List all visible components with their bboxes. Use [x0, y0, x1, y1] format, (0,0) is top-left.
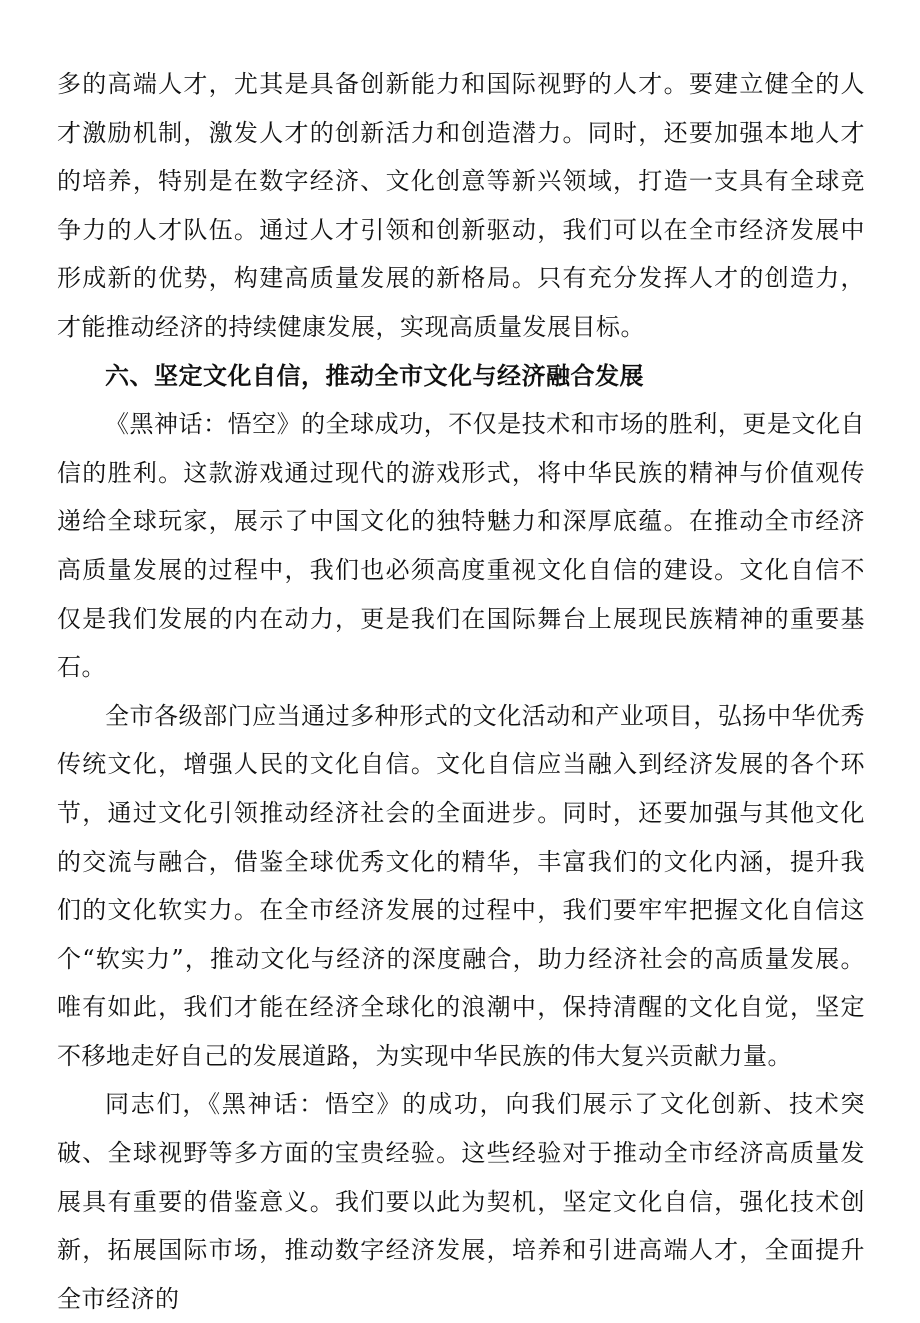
- paragraph-culture-promotion: 全市各级部门应当通过多种形式的文化活动和产业项目，弘扬中华优秀传统文化，增强人民的文化自信。文化自信应当融入到经济发展的各个环节，通过文化引领推动经济社会的全面进步。同时，还要加强与其他文化的交流与融合，借鉴全球优秀文化的精华，丰富我们的文化内涵，提升我们的文化软实力。在全市经济发展的过程中，我们要牢牢把握文化自信这个“软实力”，推动文化与经济的深度融合，助力经济社会的高质量发展。唯有如此，我们才能在经济全球化的浪潮中，保持清醒的文化自觉，坚定不移地走好自己的发展道路，为实现中华民族的伟大复兴贡献力量。: [57, 701, 865, 1070]
- paragraph-talent-continuation: 多的高端人才，尤其是具备创新能力和国际视野的人才。要建立健全的人才激励机制，激发人才的创新活力和创造潜力。同时，还要加强本地人才的培养，特别是在数字经济、文化创意等新兴领域，打造一支具有全球竞争力的人才队伍。通过人才引领和创新驱动，我们可以在全市经济发展中形成新的优势，构建高质量发展的新格局。只有充分发挥人才的创造力，才能推动经济的持续健康发展，实现高质量发展目标。: [57, 70, 865, 341]
- paragraph-black-myth-success: 《黑神话：悟空》的全球成功，不仅是技术和市场的胜利，更是文化自信的胜利。这款游戏通过现代的游戏形式，将中华民族的精神与价值观传递给全球玩家，展示了中国文化的独特魅力和深厚底蕴。在推动全市经济高质量发展的过程中，我们也必须高度重视文化自信的建设。文化自信不仅是我们发展的内在动力，更是我们在国际舞台上展现民族精神的重要基石。: [57, 410, 865, 682]
- document-page: [57, 60, 865, 1323]
- paragraph-conclusion: 同志们，《黑神话：悟空》的成功，向我们展示了文化创新、技术突破、全球视野等多方面的宝贵经验。这些经验对于推动全市经济高质量发展具有重要的借鉴意义。我们要以此为契机，坚定文化自信，强化技术创新，拓展国际市场，推动数字经济发展，培养和引进高端人才，全面提升全市经济的: [57, 1090, 865, 1313]
- section-heading-culture: 六、坚定文化自信，推动全市文化与经济融合发展: [105, 361, 644, 390]
